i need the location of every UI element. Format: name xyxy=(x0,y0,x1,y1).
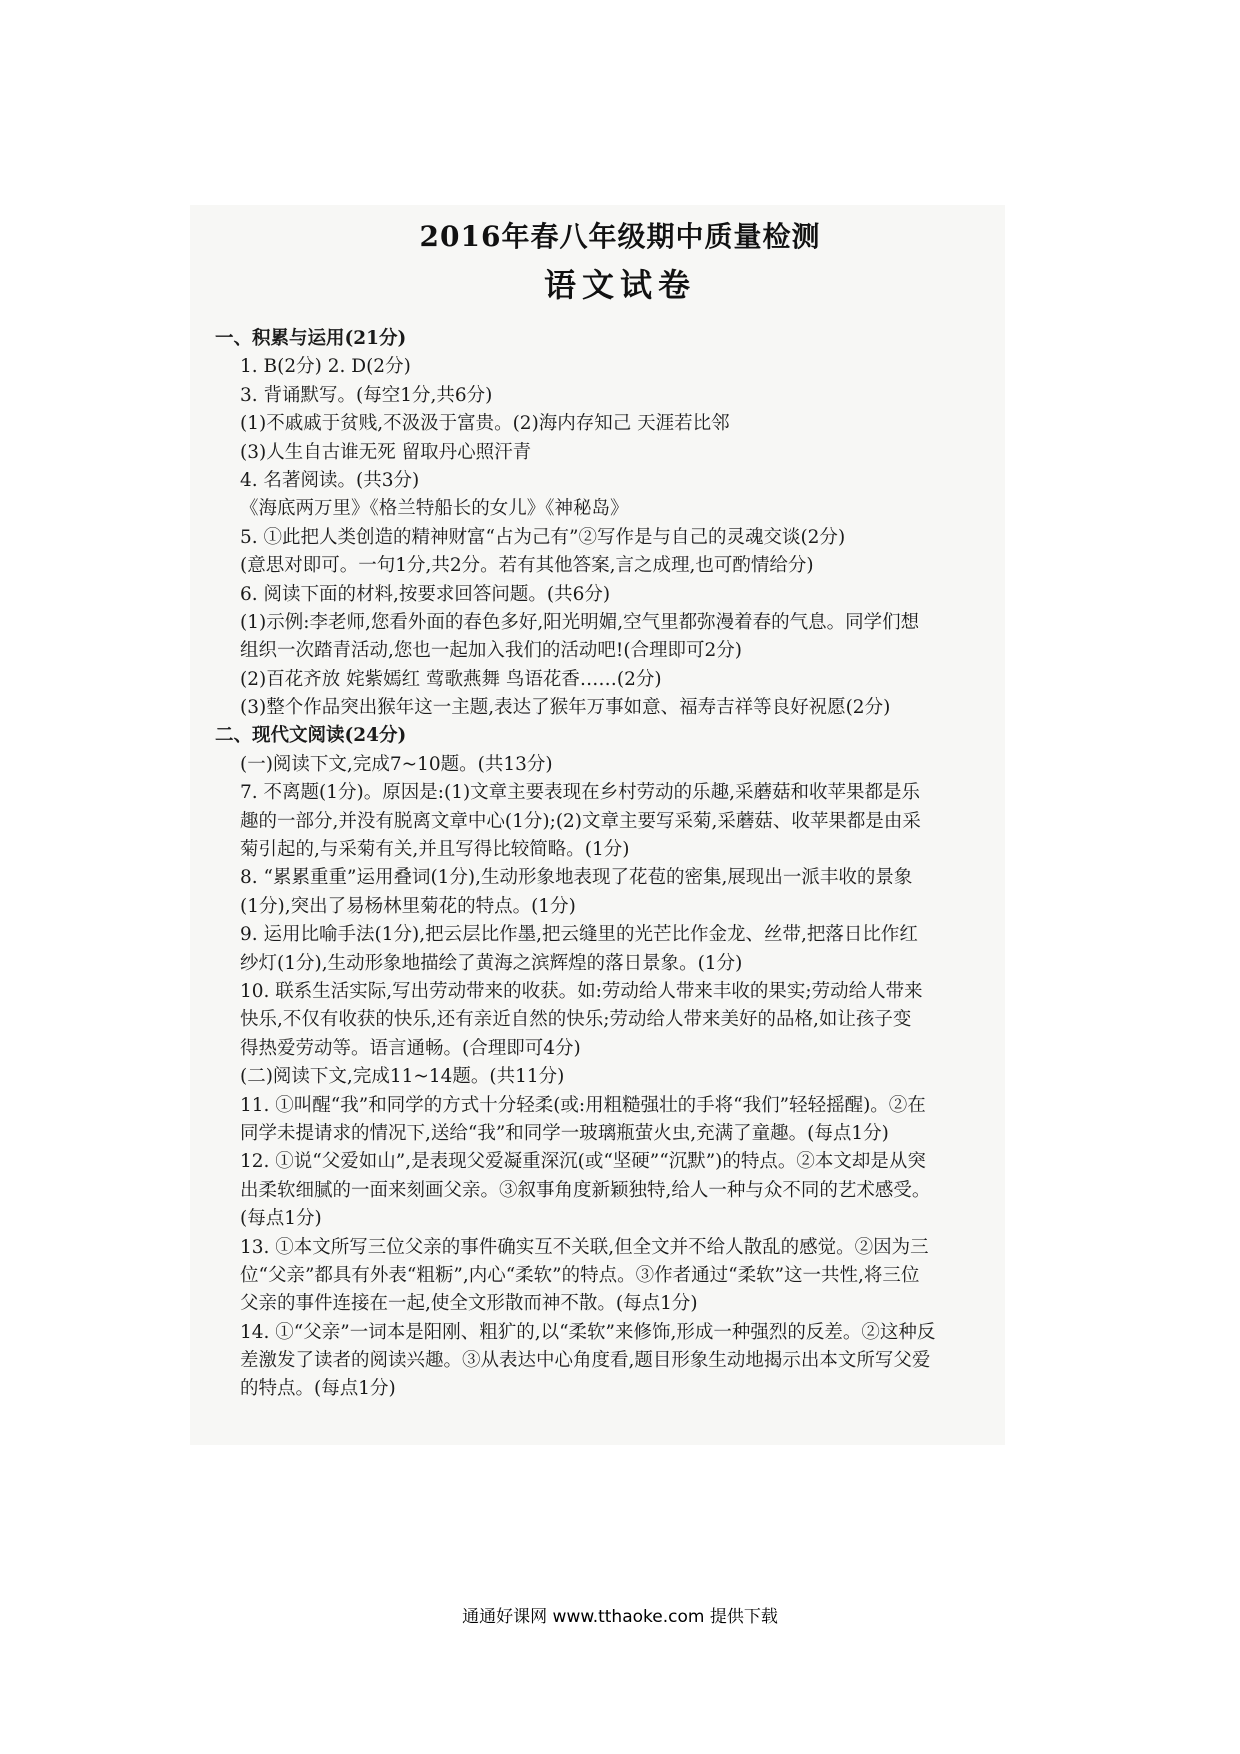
answer-line: 6. 阅读下面的材料,按要求回答问题。(共6分) xyxy=(240,583,611,605)
answer-line: 11. ①叫醒“我”和同学的方式十分轻柔(或:用粗糙强壮的手将“我们”轻轻摇醒)。②在 xyxy=(240,1094,926,1116)
answer-line: 14. ①“父亲”一词本是阳刚、粗犷的,以“柔软”来修饰,形成一种强烈的反差。②这种反 xyxy=(240,1321,936,1343)
answer-line: 《海底两万里》《格兰特船长的女儿》《神秘岛》 xyxy=(240,498,629,520)
section-heading: 二、现代文阅读(24分) xyxy=(215,725,407,747)
answer-line: 4. 名著阅读。(共3分) xyxy=(240,469,420,491)
answer-line: 5. ①此把人类创造的精神财富“占为己有”②写作是与自己的灵魂交谈(2分) xyxy=(240,526,846,548)
footer-credit: 通通好课网 www.tthaoke.com 提供下载 xyxy=(462,1607,778,1627)
answer-line: (3)人生自古谁无死 留取丹心照汗青 xyxy=(240,441,532,463)
answer-line: (每点1分) xyxy=(240,1208,322,1230)
answer-line: 1. B(2分) 2. D(2分) xyxy=(240,356,411,378)
answer-line: 组织一次踏青活动,您也一起加入我们的活动吧!(合理即可2分) xyxy=(240,640,743,662)
answer-line: 出柔软细腻的一面来刻画父亲。③叙事角度新颖独特,给人一种与众不同的艺术感受。 xyxy=(240,1179,931,1201)
answer-line: (1分),突出了易杨林里菊花的特点。(1分) xyxy=(240,895,576,917)
answer-line: 12. ①说“父爱如山”,是表现父爱凝重深沉(或“坚硬”“沉默”)的特点。②本文却是从突 xyxy=(240,1151,926,1173)
answer-line: 13. ①本文所写三位父亲的事件确实互不关联,但全文并不给人散乱的感觉。②因为三 xyxy=(240,1236,929,1258)
answer-line: (2)百花齐放 姹紫嫣红 莺歌燕舞 鸟语花香……(2分) xyxy=(240,668,662,690)
answer-line: 10. 联系生活实际,写出劳动带来的收获。如:劳动给人带来丰收的果实;劳动给人带来 xyxy=(240,980,923,1002)
answer-key-body xyxy=(215,325,985,1404)
answer-line: 趣的一部分,并没有脱离文章中心(1分);(2)文章主要写采菊,采蘑菇、收苹果都是由采 xyxy=(240,810,921,832)
answer-line: 8. “累累重重”运用叠词(1分),生动形象地表现了花苞的密集,展现出一派丰收的景象 xyxy=(240,867,913,889)
answer-line: 位“父亲”都具有外表“粗粝”,内心“柔软”的特点。③作者通过“柔软”这一共性,将三位 xyxy=(240,1264,920,1286)
answer-line: 7. 不离题(1分)。原因是:(1)文章主要表现在乡村劳动的乐趣,采蘑菇和收苹果都是乐 xyxy=(240,782,921,804)
exam-title: 2016年春八年级期中质量检测 xyxy=(419,220,821,253)
answer-line: 得热爱劳动等。语言通畅。(合理即可4分) xyxy=(240,1037,581,1059)
answer-line: 同学未提请求的情况下,送给“我”和同学一玻璃瓶萤火虫,充满了童趣。(每点1分) xyxy=(240,1122,889,1144)
answer-line: 差激发了读者的阅读兴趣。③从表达中心角度看,题目形象生动地揭示出本文所写父爱 xyxy=(240,1350,931,1372)
section-heading: 一、积累与运用(21分) xyxy=(215,328,407,349)
answer-line: (意思对即可。一句1分,共2分。若有其他答案,言之成理,也可酌情给分) xyxy=(240,555,814,577)
answer-line: (3)整个作品突出猴年这一主题,表达了猴年万事如意、福寿吉祥等良好祝愿(2分) xyxy=(240,697,891,719)
answer-line: 的特点。(每点1分) xyxy=(240,1378,396,1400)
answer-line: (一)阅读下文,完成7~10题。(共13分) xyxy=(240,753,553,775)
answer-line: (1)不戚戚于贫贱,不汲汲于富贵。(2)海内存知己 天涯若比邻 xyxy=(240,413,730,435)
exam-subtitle: 语文试卷 xyxy=(543,266,696,304)
answer-line: (二)阅读下文,完成11~14题。(共11分) xyxy=(240,1066,565,1088)
answer-line: 纱灯(1分),生动形象地描绘了黄海之滨辉煌的落日景象。(1分) xyxy=(240,952,743,974)
answer-line: 快乐,不仅有收获的快乐,还有亲近自然的快乐;劳动给人带来美好的品格,如让孩子变 xyxy=(240,1009,912,1031)
answer-line: 父亲的事件连接在一起,使全文形散而神不散。(每点1分) xyxy=(240,1293,698,1315)
answer-line: 3. 背诵默写。(每空1分,共6分) xyxy=(240,384,493,406)
answer-line: (1)示例:李老师,您看外面的春色多好,阳光明媚,空气里都弥漫着春的气息。同学们想 xyxy=(240,611,920,633)
answer-line: 9. 运用比喻手法(1分),把云层比作墨,把云缝里的光芒比作金龙、丝带,把落日比作红 xyxy=(240,924,918,946)
answer-line: 菊引起的,与采菊有关,并且写得比较简略。(1分) xyxy=(240,839,630,861)
